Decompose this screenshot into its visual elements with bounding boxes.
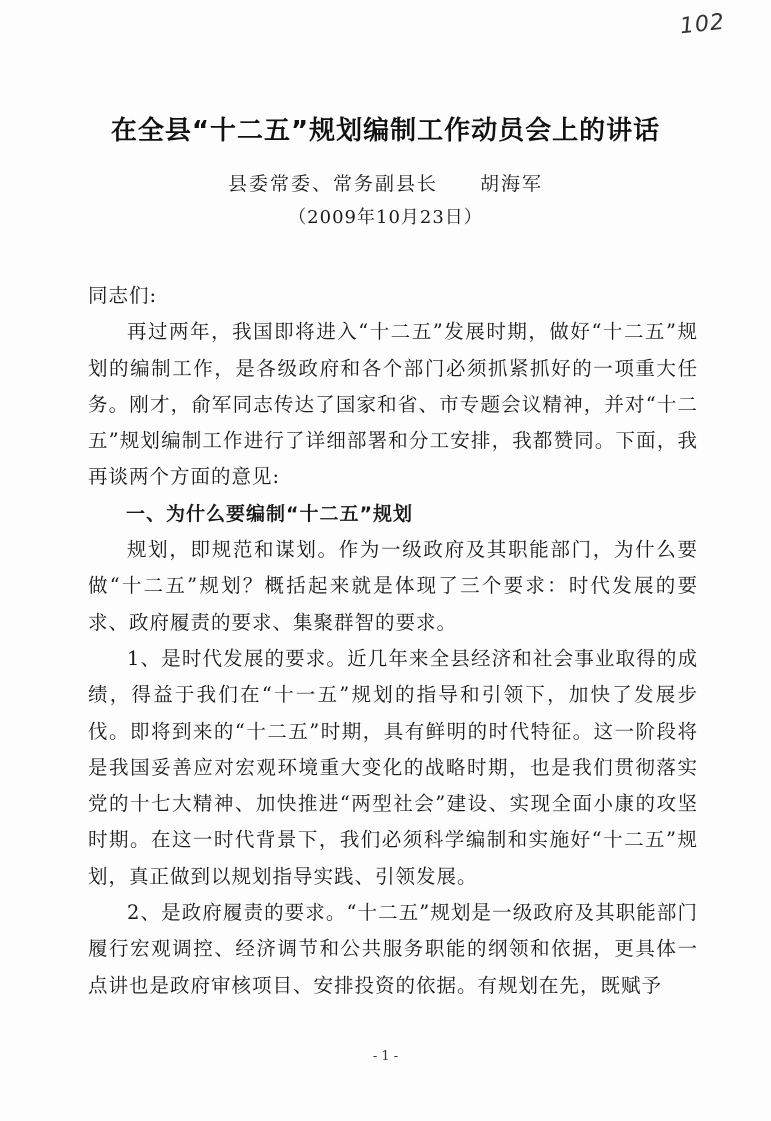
salutation: 同志们: <box>88 284 158 307</box>
section-heading-1: 一、为什么要编制“十二五”规划 <box>126 502 413 525</box>
speech-date: （2009年10月23日） <box>288 207 483 228</box>
speech-title: 在全县“十二五”规划编制工作动员会上的讲话 <box>110 116 661 146</box>
speaker-line: 县委常委、常务副县长 胡海军 <box>227 173 543 195</box>
paragraph-definition: 规划，即规范和谋划。作为一级政府及其职能部门，为什么要做“十二五”规划？概括起来就是体现了三个要求：时代发展的要求、政府履责的要求、集聚群智的要求。 <box>88 538 698 634</box>
paragraph-intro: 再过两年，我国即将进入“十二五”发展时期，做好“十二五”规划的编制工作，是各级政府和各个部门必须抓紧抓好的一项重大任务。刚才，俞军同志传达了国家和省、市专题会议精神，并对“十二五”规划编制工作进行了详细部署和分工安排，我都赞同。下面，我再谈两个方面的意见: <box>88 320 698 489</box>
handwritten-page-note: 102 <box>678 9 727 40</box>
paragraph-point-1: 1、是时代发展的要求。近几年来全县经济和社会事业取得的成绩，得益于我们在“十一五”规划的指导和引领下，加快了发展步伐。即将到来的“十二五”时期，具有鲜明的时代特征。这一阶段将是我国妥善应对宏观环境重大变化的战略时期，也是我们贯彻落实党的十七大精神、加快推进“两型社会”建设、实现全面小康的攻坚时期。在这一时代背景下，我们必须科学编制和实施好“十二五”规划，真正做到以规划指导实践、引领发展。 <box>88 646 698 888</box>
speech-body <box>88 278 698 1004</box>
paragraph-point-2: 2、是政府履责的要求。“十二五”规划是一级政府及其职能部门履行宏观调控、经济调节和公共服务职能的纲领和依据，更具体一点讲也是政府审核项目、安排投资的依据。有规划在先，既赋予 <box>88 901 698 997</box>
page-number: - 1 - <box>372 1049 399 1064</box>
